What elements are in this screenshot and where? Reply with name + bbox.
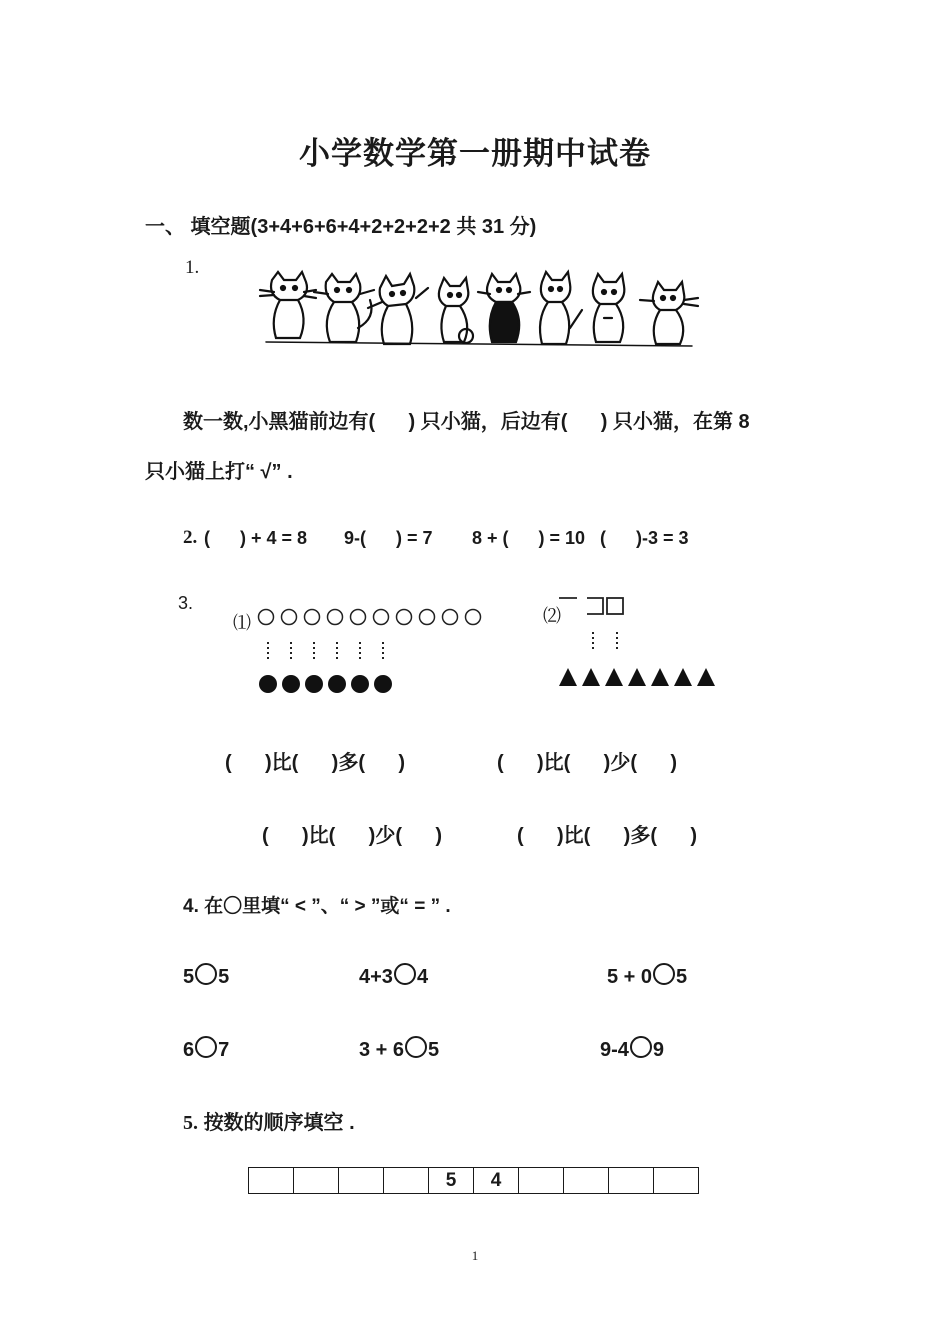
q2-item-3: 8 + ( ) = 10 — [472, 528, 586, 548]
answer-circle-icon[interactable] — [405, 1036, 427, 1058]
section-heading: 一、 填空题(3+4+6+6+4+2+2+2+2 共 31 分) — [145, 216, 537, 238]
answer-circle-icon[interactable] — [653, 963, 675, 985]
sequence-cell[interactable] — [654, 1168, 699, 1194]
q4-item-5-right: 5 — [428, 1039, 440, 1061]
q3-label-1: ⑴ — [233, 613, 251, 633]
q4-item-5-left: 3 + 6 — [359, 1039, 405, 1061]
q3-answer-3: ( )比( )少( ) — [262, 825, 442, 847]
page-number: 1 — [471, 1248, 479, 1263]
q4-item-6-left: 9-4 — [600, 1039, 629, 1061]
q5-number: 5. — [183, 1112, 198, 1134]
q4-item-3-left: 5 + 0 — [607, 966, 653, 988]
q3-label-2: ⑵ — [543, 606, 561, 626]
number-sequence-table — [248, 1167, 699, 1194]
sequence-cell[interactable] — [294, 1168, 339, 1194]
sequence-cell[interactable] — [609, 1168, 654, 1194]
sequence-cell[interactable] — [384, 1168, 429, 1194]
q4-instruction: 4. 在〇里填“ < ”、“ > ”或“ = ” . — [183, 896, 451, 917]
q2-item-2: 9-( ) = 7 — [344, 528, 433, 548]
q4-item-4-left: 6 — [183, 1039, 195, 1061]
q3-answer-1: ( )比( )多( ) — [225, 752, 405, 774]
q2-item-4: ( )-3 = 3 — [600, 528, 689, 548]
q4-item-1 — [183, 963, 229, 989]
sequence-cell[interactable] — [519, 1168, 564, 1194]
q4-item-3 — [607, 963, 687, 989]
sequence-cell[interactable] — [564, 1168, 609, 1194]
answer-circle-icon[interactable] — [195, 963, 217, 985]
sequence-cell[interactable] — [249, 1168, 294, 1194]
cats-illustration — [252, 268, 704, 356]
q1-text-line2: 只小猫上打“ √” . — [145, 461, 293, 483]
sequence-cell[interactable] — [339, 1168, 384, 1194]
q2-item-1: ( ) + 4 = 8 — [204, 528, 308, 548]
answer-circle-icon[interactable] — [394, 963, 416, 985]
answer-circle-icon[interactable] — [630, 1036, 652, 1058]
squares-triangles-group — [555, 592, 725, 692]
q4-item-2-left: 4+3 — [359, 966, 393, 988]
q4-item-6-right: 9 — [652, 1039, 665, 1061]
answer-circle-icon[interactable] — [195, 1036, 217, 1058]
q2-number: 2. — [183, 527, 198, 548]
q5-instruction: 按数的顺序填空 . — [203, 1112, 355, 1134]
q1-text-line1: 数一数,小黑猫前边有( ) 只小猫，后边有( ) 只小猫，在第 8 — [183, 411, 750, 433]
q3-answer-2: ( )比( )少( ) — [497, 752, 677, 774]
q3-answer-4: ( )比( )多( ) — [517, 825, 697, 847]
circles-group — [256, 600, 486, 700]
q4-item-1-left: 5 — [183, 966, 195, 988]
q4-item-2 — [359, 963, 428, 989]
q4-item-4 — [183, 1036, 229, 1062]
q4-item-4-right: 7 — [218, 1039, 230, 1061]
q4-item-2-right: 4 — [416, 966, 429, 988]
q4-item-1-right: 5 — [218, 966, 230, 988]
q1-number: 1. — [185, 257, 200, 278]
sequence-cell: 4 — [474, 1168, 519, 1194]
q3-number: 3. — [178, 593, 194, 613]
q5-heading — [183, 1106, 355, 1135]
sequence-cell: 5 — [429, 1168, 474, 1194]
q4-item-3-right: 5 — [676, 966, 688, 988]
q4-item-5 — [359, 1036, 439, 1062]
page-title: 小学数学第一册期中试卷 — [299, 136, 651, 171]
q4-item-6 — [600, 1036, 664, 1062]
